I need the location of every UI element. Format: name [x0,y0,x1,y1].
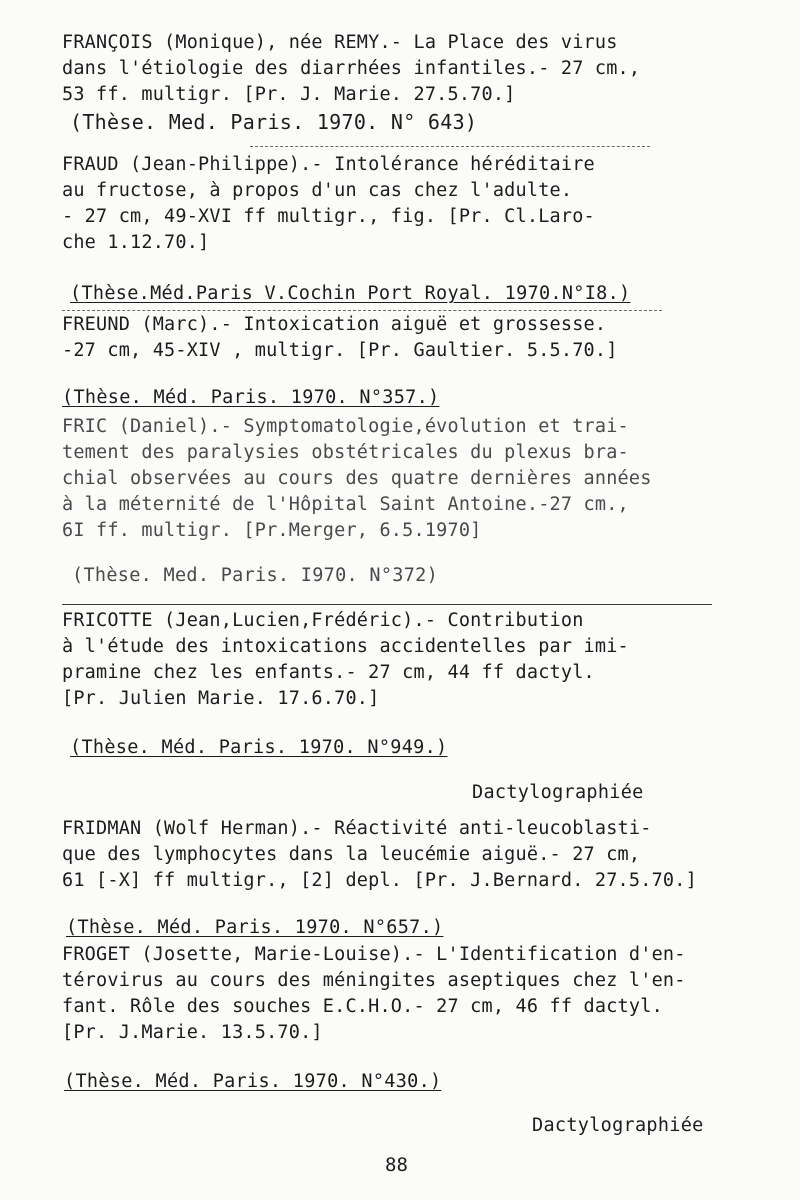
entry-line: FRANÇOIS (Monique), née REMY.- La Place des virus [62,32,618,53]
entry-line: chial observées au cours des quatre dernières années [62,468,652,489]
entry-line: FRIDMAN (Wolf Herman).- Réactivité anti-leucoblasti- [62,818,652,839]
typed-note: Dactylographiée [472,782,644,803]
thesis-reference: (Thèse. Méd. Paris. 1970. N°657.) [66,917,444,938]
entry-line: 53 ff. multigr. [Pr. J. Marie. 27.5.70.] [62,84,516,105]
typed-note: Dactylographiée [532,1115,704,1136]
entry-line: à l'étude des intoxications accidentelles par imi- [62,636,629,657]
thesis-reference: (Thèse. Med. Paris. 1970. N° 643) [70,110,478,134]
entry-line: FRIC (Daniel).- Symptomatologie,évolution et trai- [62,416,629,437]
thesis-reference: (Thèse. Méd. Paris. 1970. N°357.) [62,387,440,408]
entry-line: - 27 cm, 49-XVI ff multigr., fig. [Pr. Cl.Laro- [62,206,595,227]
entry-line: que des lymphocytes dans la leucémie aiguë.- 27 cm, [62,844,641,865]
page-number: 88 [385,1154,408,1176]
bibliography-entry [62,942,762,1046]
entry-line: che 1.12.70.] [62,232,210,253]
entry-line: FREUND (Marc).- Intoxication aiguë et grossesse. [62,314,607,335]
bibliography-entry [62,30,762,108]
bibliography-entry [62,816,762,894]
entry-line: tement des paralysies obstétricales du plexus bra- [62,442,629,463]
entry-line: FRAUD (Jean-Philippe).- Intolérance héréditaire [62,154,595,175]
entry-line: 61 [-X] ff multigr., [2] depl. [Pr. J.Bernard. 27.5.70.] [62,870,697,891]
separator-rule [250,146,650,147]
bibliography-entry [62,152,762,256]
entry-line: fant. Rôle des souches E.C.H.O.- 27 cm, 46 ff dactyl. [62,996,663,1017]
entry-line: térovirus au cours des méningites aseptiques chez l'en- [62,970,686,991]
entry-line: [Pr. J.Marie. 13.5.70.] [62,1022,323,1043]
thesis-reference: (Thèse. Méd. Paris. 1970. N°430.) [64,1071,442,1092]
thesis-reference: (Thèse. Med. Paris. I970. N°372) [72,565,439,586]
entry-line: -27 cm, 45-XIV , multigr. [Pr. Gaultier. 5.5.70.] [62,340,618,361]
entry-line: dans l'étiologie des diarrhées infantiles.- 27 cm., [62,58,641,79]
entry-line: à la méternité de l'Hôpital Saint Antoine.-27 cm., [62,494,629,515]
entry-line: au fructose, à propos d'un cas chez l'adulte. [62,180,573,201]
entry-line: pramine chez les enfants.- 27 cm, 44 ff dactyl. [62,662,595,683]
separator-rule [62,310,662,311]
bibliography-entry [62,312,762,364]
thesis-reference: (Thèse. Méd. Paris. 1970. N°949.) [70,737,448,758]
entry-line: FRICOTTE (Jean,Lucien,Frédéric).- Contribution [62,610,584,631]
separator-rule [62,604,712,605]
entry-line: 6I ff. multigr. [Pr.Merger, 6.5.1970] [62,520,482,541]
bibliography-entry [62,414,762,544]
entry-line: [Pr. Julien Marie. 17.6.70.] [62,688,380,709]
thesis-reference: (Thèse.Méd.Paris V.Cochin Port Royal. 1970.N°I8.) [70,283,631,304]
bibliography-entry [62,608,762,712]
entry-line: FROGET (Josette, Marie-Louise).- L'Identification d'en- [62,944,686,965]
